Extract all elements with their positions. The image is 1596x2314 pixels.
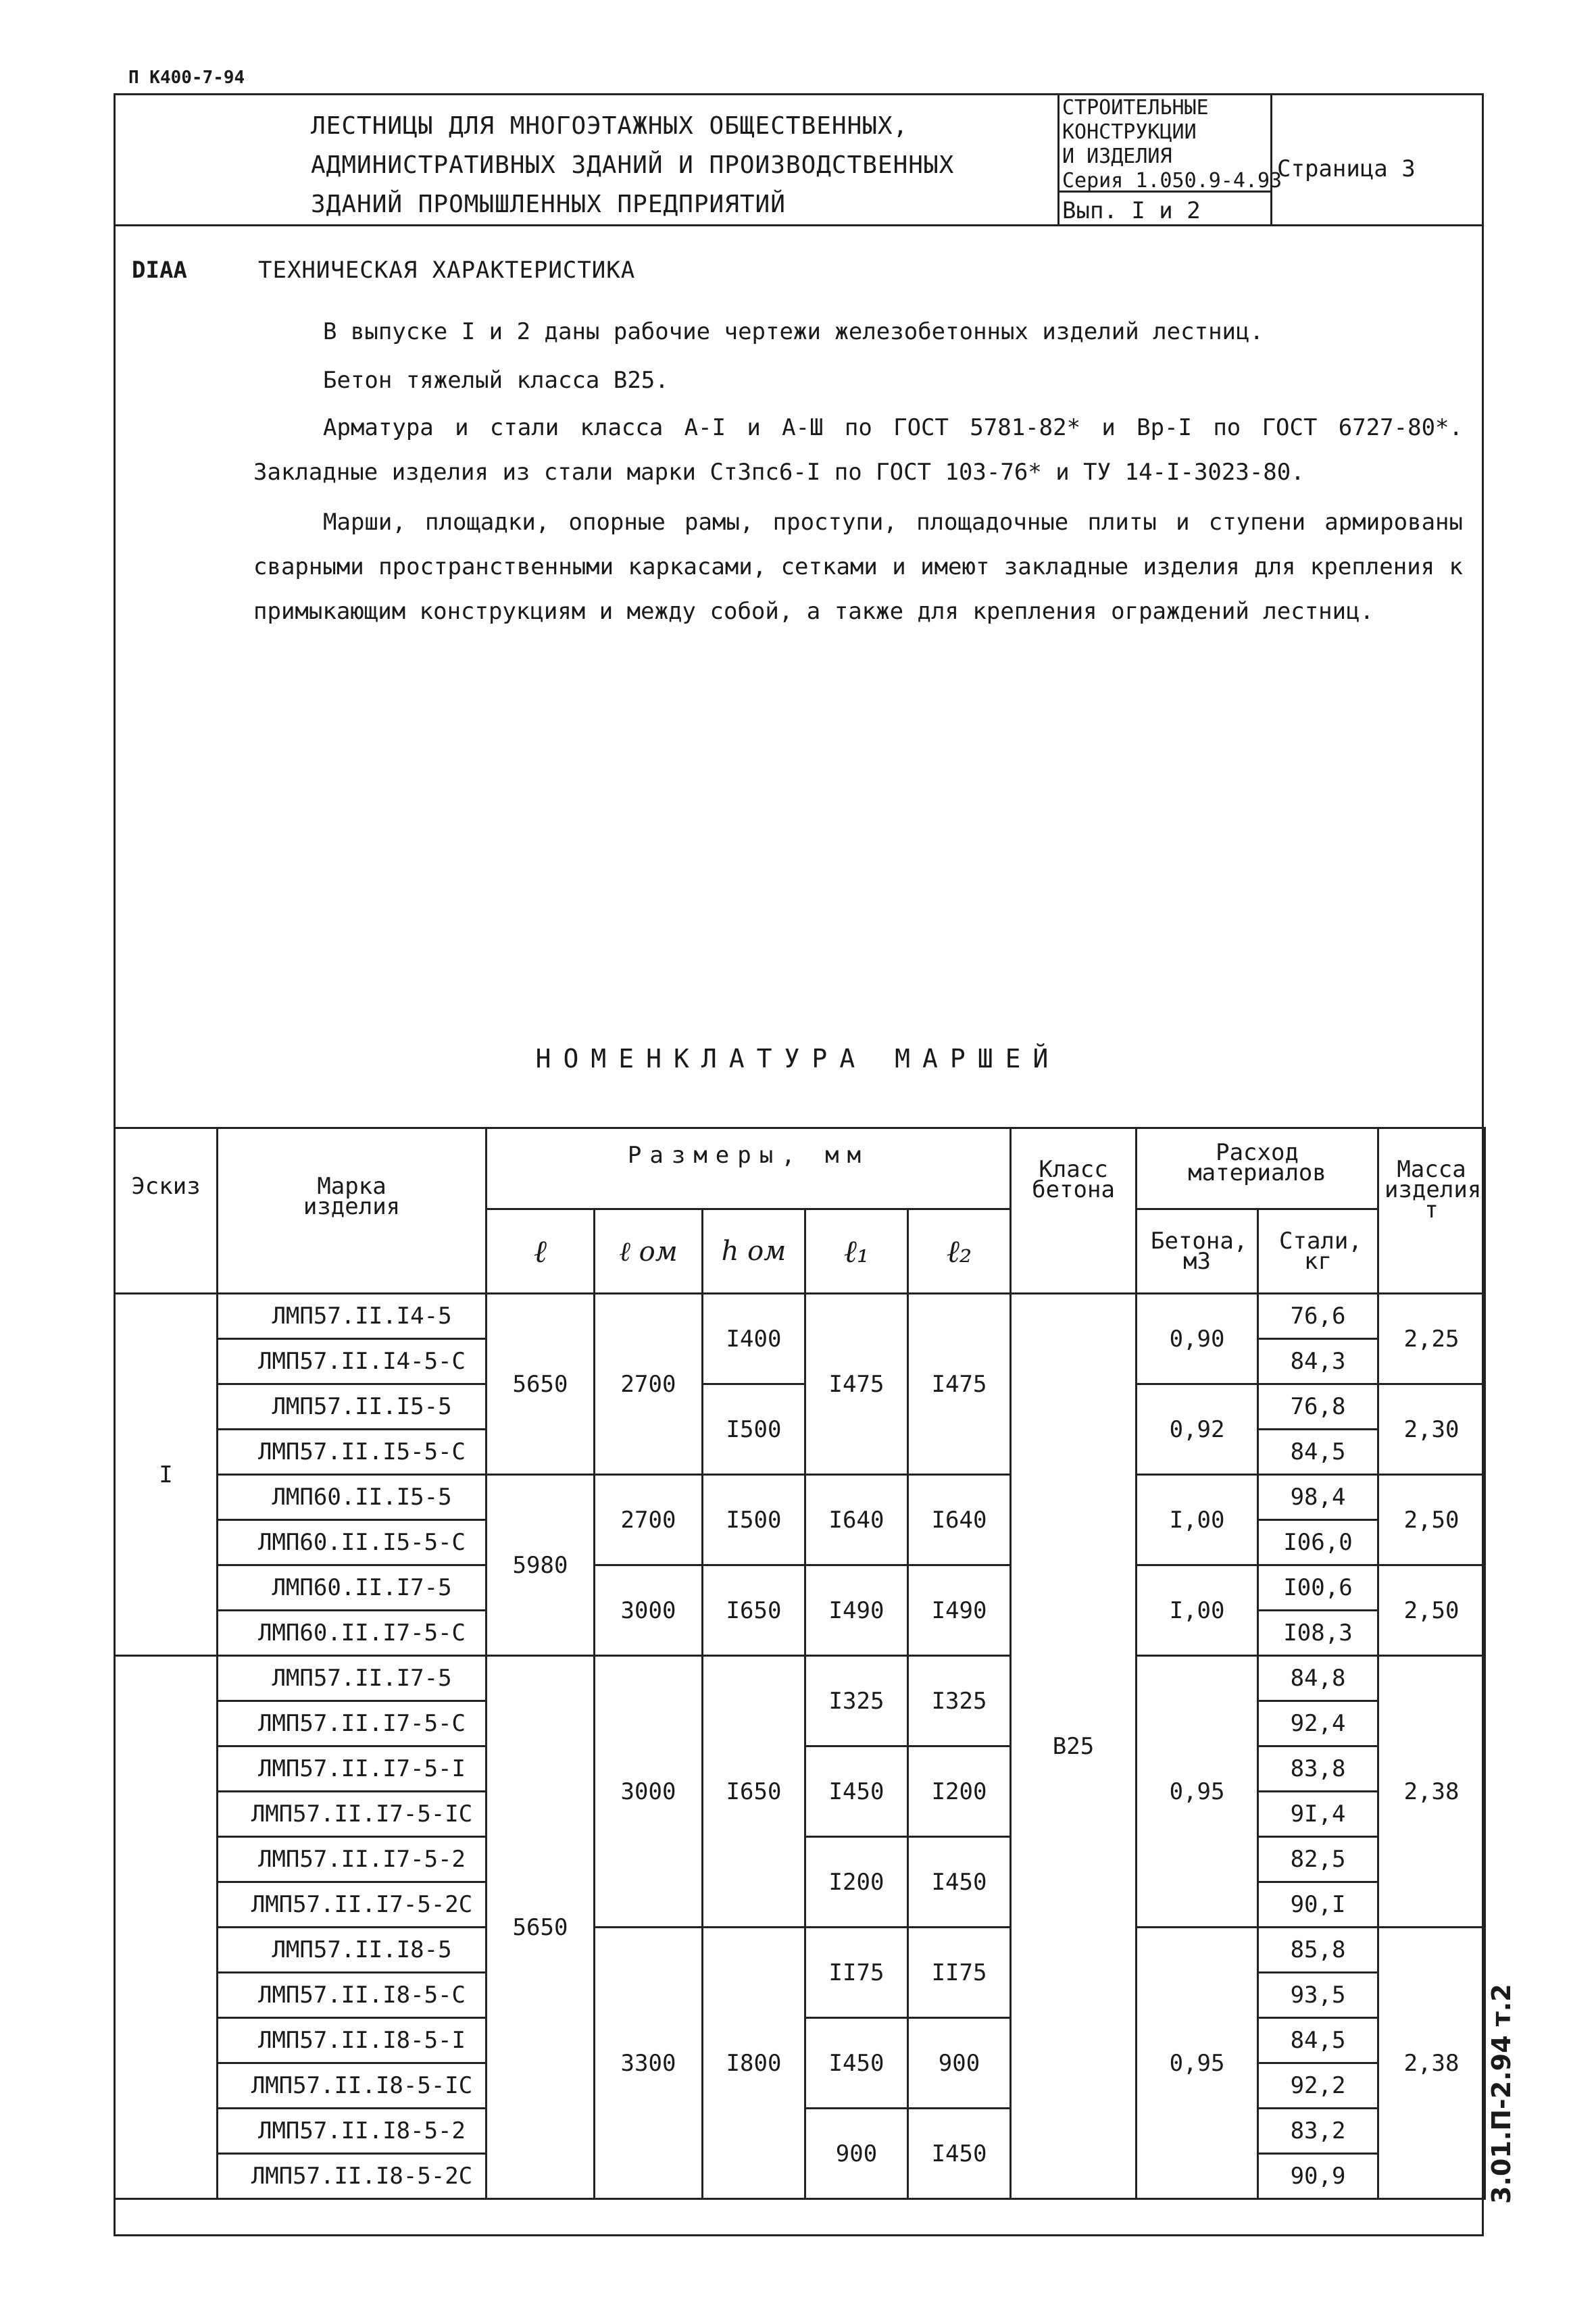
mass-cell: 2,30 bbox=[1378, 1384, 1485, 1475]
page-label: Страница 3 bbox=[1277, 155, 1416, 182]
mass-cell: 2,38 bbox=[1378, 1656, 1485, 1928]
l2-cell: I640 bbox=[908, 1475, 1011, 1565]
l-om-cell: 3300 bbox=[595, 1928, 703, 2199]
header-vline-1 bbox=[1057, 93, 1059, 224]
steel-cell: 85,8 bbox=[1258, 1928, 1378, 1973]
document-code: П К400-7-94 bbox=[128, 68, 245, 88]
h-om-cell: I500 bbox=[703, 1384, 805, 1475]
paragraph: В выпуске I и 2 даны рабочие чертежи железобетонных изделий лестниц. bbox=[323, 318, 1264, 345]
concrete-volume-cell: 0,95 bbox=[1137, 1656, 1258, 1928]
header-concrete: Бетона, м3 bbox=[1137, 1209, 1258, 1294]
l-cell: 5650 bbox=[487, 1294, 595, 1475]
concrete-volume-cell: 0,95 bbox=[1137, 1928, 1258, 2199]
mass-cell: 2,50 bbox=[1378, 1475, 1485, 1565]
l2-cell: I450 bbox=[908, 2109, 1011, 2199]
mark-cell: ЛМП57.II.I5-5-С bbox=[218, 1430, 487, 1475]
header-l1-label: ℓ₁ bbox=[843, 1233, 870, 1269]
header-l-label: ℓ bbox=[533, 1233, 547, 1269]
header-title-line: АДМИНИСТРАТИВНЫХ ЗДАНИЙ И ПРОИЗВОДСТВЕННЫХ bbox=[311, 151, 955, 179]
concrete-volume-cell: 0,90 bbox=[1137, 1294, 1258, 1384]
header-l1 bbox=[805, 1209, 908, 1294]
paragraph: Марши, площадки, опорные рамы, проступи, площадочные плиты и ступени армированы сварными пространственными каркасами, сетками и имеют закладные изделия для крепления к примыкающим конструкциям и между собой, а также для крепления ограждений лестниц. bbox=[253, 509, 1463, 625]
header-h-om-label: h ом bbox=[721, 1236, 787, 1267]
sketch-cell-empty bbox=[115, 1656, 218, 2199]
series-line: СТРОИТЕЛЬНЫЕ bbox=[1062, 96, 1209, 120]
steel-cell: 84,3 bbox=[1258, 1339, 1378, 1384]
header-mass: Масса изделия т bbox=[1378, 1128, 1485, 1294]
header-l bbox=[487, 1209, 595, 1294]
l2-cell: I200 bbox=[908, 1746, 1011, 1837]
mark-cell: ЛМП57.II.I8-5-С bbox=[218, 1973, 487, 2018]
l-om-cell: 3000 bbox=[595, 1656, 703, 1928]
mark-cell: ЛМП60.II.I5-5-С bbox=[218, 1520, 487, 1565]
h-om-cell: I650 bbox=[703, 1565, 805, 1656]
mark-cell: ЛМП57.II.I5-5 bbox=[218, 1384, 487, 1430]
l2-cell: I450 bbox=[908, 1837, 1011, 1928]
paragraph: Арматура и стали класса А-I и А-Ш по ГОСТ 5781-82* и Вр-I по ГОСТ 6727-80*. Закладные изделия из стали марки Ст3пс6-I по ГОСТ 103-76* и ТУ 14-I-3023-80. bbox=[253, 414, 1463, 486]
header-title bbox=[311, 107, 954, 224]
l1-cell: I490 bbox=[805, 1565, 908, 1656]
l1-cell: I475 bbox=[805, 1294, 908, 1475]
steel-cell: 92,2 bbox=[1258, 2063, 1378, 2109]
header-l-om bbox=[595, 1209, 703, 1294]
concrete-volume-cell: 0,92 bbox=[1137, 1384, 1258, 1475]
l2-cell: I475 bbox=[908, 1294, 1011, 1475]
header-series bbox=[1062, 96, 1282, 193]
header-title-line: ЗДАНИЙ ПРОМЫШЛЕННЫХ ПРЕДПРИЯТИЙ bbox=[311, 191, 786, 218]
header-consumption: Расход материалов bbox=[1137, 1128, 1378, 1209]
l1-cell: 900 bbox=[805, 2109, 908, 2199]
header-h-om bbox=[703, 1209, 805, 1294]
header-steel: Стали, кг bbox=[1258, 1209, 1378, 1294]
header-concrete-class: Класс бетона bbox=[1011, 1128, 1137, 1294]
steel-cell: 98,4 bbox=[1258, 1475, 1378, 1520]
h-om-cell: I400 bbox=[703, 1294, 805, 1384]
mark-cell: ЛМП57.II.I4-5-С bbox=[218, 1339, 487, 1384]
header-title-line: ЛЕСТНИЦЫ ДЛЯ МНОГОЭТАЖНЫХ ОБЩЕСТВЕННЫХ, bbox=[311, 112, 909, 140]
header-l-om-label: ℓ ом bbox=[619, 1236, 678, 1267]
steel-cell: I00,6 bbox=[1258, 1565, 1378, 1611]
mass-cell: 2,38 bbox=[1378, 1928, 1485, 2199]
h-om-cell: I500 bbox=[703, 1475, 805, 1565]
paragraph: Бетон тяжелый класса В25. bbox=[323, 367, 669, 394]
concrete-volume-cell: I,00 bbox=[1137, 1475, 1258, 1565]
mark-cell: ЛМП60.II.I7-5 bbox=[218, 1565, 487, 1611]
h-om-cell: I650 bbox=[703, 1656, 805, 1928]
mass-cell: 2,50 bbox=[1378, 1565, 1485, 1656]
mark-cell: ЛМП57.II.I8-5-2С bbox=[218, 2154, 487, 2199]
table-title: НОМЕНКЛАТУРА МАРШЕЙ bbox=[535, 1044, 1061, 1074]
l1-cell: I200 bbox=[805, 1837, 908, 1928]
mark-cell: ЛМП57.II.I7-5-I bbox=[218, 1746, 487, 1792]
l-cell: 5980 bbox=[487, 1475, 595, 1656]
steel-cell: 82,5 bbox=[1258, 1837, 1378, 1882]
steel-cell: 84,5 bbox=[1258, 1430, 1378, 1475]
mark-cell: ЛМП57.II.I8-5-I bbox=[218, 2018, 487, 2063]
issue-label: Вып. I и 2 bbox=[1062, 197, 1201, 224]
steel-cell: 84,8 bbox=[1258, 1656, 1378, 1701]
header-mark: Марка изделия bbox=[218, 1128, 487, 1294]
mark-cell: ЛМП57.II.I8-5-IС bbox=[218, 2063, 487, 2109]
mark-cell: ЛМП60.II.I7-5-С bbox=[218, 1611, 487, 1656]
steel-cell: 83,2 bbox=[1258, 2109, 1378, 2154]
steel-cell: 84,5 bbox=[1258, 2018, 1378, 2063]
side-stamp: 3.01.П-2.94 т.2 bbox=[1487, 1984, 1516, 2204]
l-cell: 5650 bbox=[487, 1656, 595, 2199]
steel-cell: 9I,4 bbox=[1258, 1792, 1378, 1837]
steel-cell: 90,I bbox=[1258, 1882, 1378, 1928]
steel-cell: 76,8 bbox=[1258, 1384, 1378, 1430]
h-om-cell: I800 bbox=[703, 1928, 805, 2199]
section-title: ТЕХНИЧЕСКАЯ ХАРАКТЕРИСТИКА bbox=[258, 257, 636, 284]
header-l2 bbox=[908, 1209, 1011, 1294]
l2-cell: 900 bbox=[908, 2018, 1011, 2109]
header-l2-label: ℓ₂ bbox=[946, 1233, 972, 1269]
sketch-cell: I bbox=[115, 1294, 218, 1656]
mark-cell: ЛМП57.II.I7-5 bbox=[218, 1656, 487, 1701]
l1-cell: I325 bbox=[805, 1656, 908, 1746]
l1-cell: I450 bbox=[805, 1746, 908, 1837]
mark-cell: ЛМП57.II.I7-5-С bbox=[218, 1701, 487, 1746]
concrete-volume-cell: I,00 bbox=[1137, 1565, 1258, 1656]
mark-cell: ЛМП57.II.I7-5-IС bbox=[218, 1792, 487, 1837]
mark-cell: ЛМП57.II.I8-5 bbox=[218, 1928, 487, 1973]
nomenclature-table bbox=[114, 1127, 1486, 2200]
mark-cell: ЛМП57.II.I7-5-2С bbox=[218, 1882, 487, 1928]
l1-cell: II75 bbox=[805, 1928, 908, 2018]
l2-cell: I490 bbox=[908, 1565, 1011, 1656]
series-line: И ИЗДЕЛИЯ bbox=[1062, 145, 1172, 168]
header-sketch: Эскиз bbox=[115, 1128, 218, 1294]
section-code: DIAA bbox=[132, 257, 187, 284]
l-om-cell: 2700 bbox=[595, 1475, 703, 1565]
series-line: Серия 1.050.9-4.93 bbox=[1062, 169, 1282, 193]
header-sizes: Размеры, мм bbox=[487, 1128, 1011, 1209]
l1-cell: I640 bbox=[805, 1475, 908, 1565]
concrete-class-cell: В25 bbox=[1011, 1294, 1137, 2199]
l2-cell: II75 bbox=[908, 1928, 1011, 2018]
l1-cell: I450 bbox=[805, 2018, 908, 2109]
mass-cell: 2,25 bbox=[1378, 1294, 1485, 1384]
steel-cell: 93,5 bbox=[1258, 1973, 1378, 2018]
l-om-cell: 3000 bbox=[595, 1565, 703, 1656]
steel-cell: 76,6 bbox=[1258, 1294, 1378, 1339]
steel-cell: 83,8 bbox=[1258, 1746, 1378, 1792]
mark-cell: ЛМП57.II.I4-5 bbox=[218, 1294, 487, 1339]
mark-cell: ЛМП57.II.I7-5-2 bbox=[218, 1837, 487, 1882]
mark-cell: ЛМП57.II.I8-5-2 bbox=[218, 2109, 487, 2154]
series-line: КОНСТРУКЦИИ bbox=[1062, 120, 1197, 144]
steel-cell: I06,0 bbox=[1258, 1520, 1378, 1565]
l-om-cell: 2700 bbox=[595, 1294, 703, 1475]
steel-cell: 92,4 bbox=[1258, 1701, 1378, 1746]
header-divider bbox=[114, 224, 1484, 226]
steel-cell: 90,9 bbox=[1258, 2154, 1378, 2199]
steel-cell: I08,3 bbox=[1258, 1611, 1378, 1656]
mark-cell: ЛМП60.II.I5-5 bbox=[218, 1475, 487, 1520]
l2-cell: I325 bbox=[908, 1656, 1011, 1746]
